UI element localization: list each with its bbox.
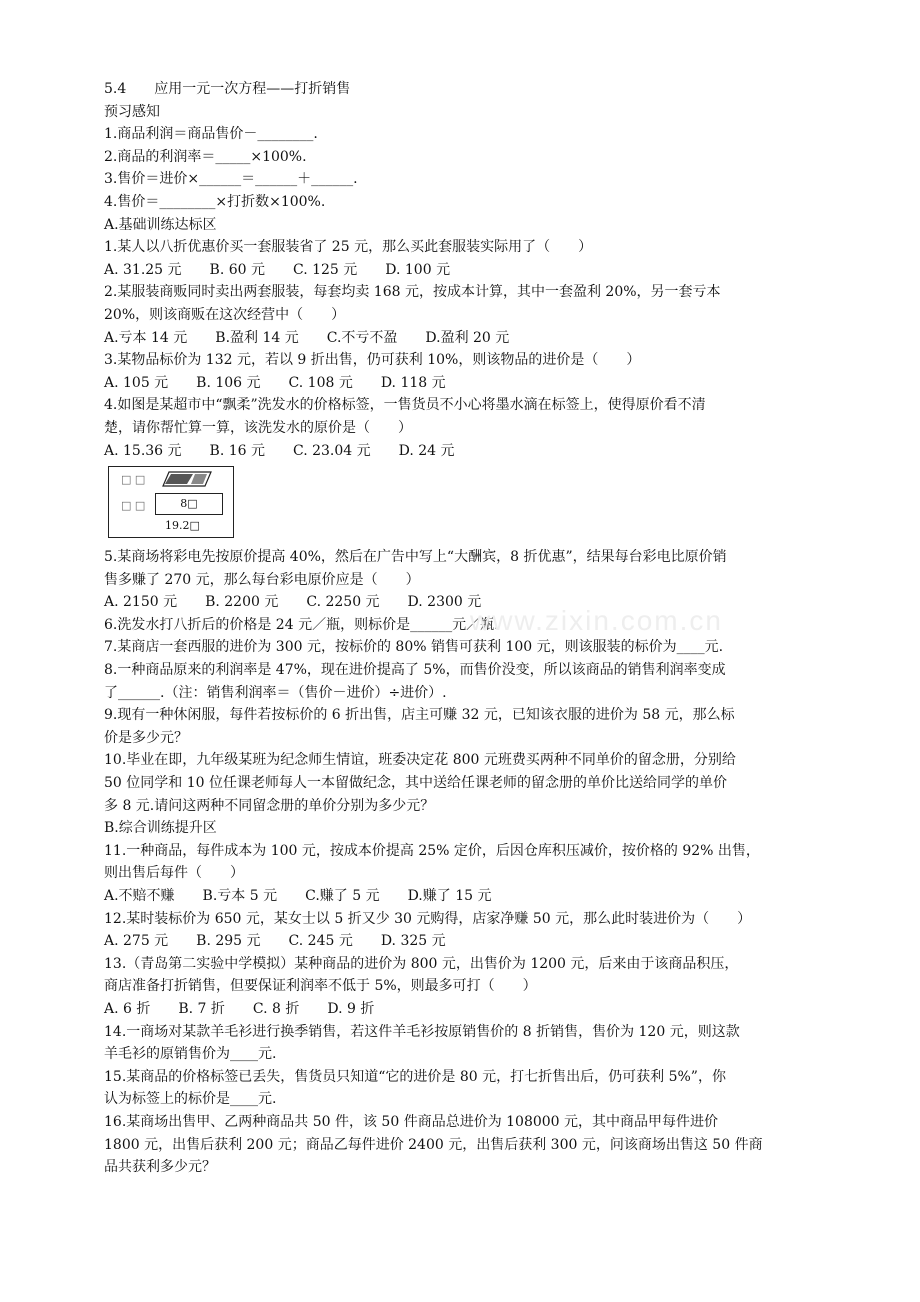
text-line: 楚，请你帮忙算一算，该洗发水的原价是（ ）	[104, 419, 412, 436]
text-line: 1800 元，出售后获利 200 元；商品乙每件进价 2400 元，出售后获利 300 元，问该商场出售这 50 件商	[104, 1136, 763, 1153]
text-line: 4.售价＝________×打折数×100%.	[104, 193, 326, 210]
price-tag-figure	[108, 466, 234, 538]
text-line: 10.毕业在即，九年级某班为纪念师生情谊，班委决定花 800 元班费买两种不同单价的留念册，分别给	[104, 752, 736, 769]
text-line: A. 6 折 B. 7 折 C. 8 折 D. 9 折	[104, 1000, 375, 1017]
text-line: 50 位同学和 10 位任课老师每人一本留做纪念，其中送给任课老师的留念册的单价比送给同学的单价	[104, 775, 727, 792]
price-tag-price: 19.2□	[165, 519, 200, 533]
section-preview-and-basics	[104, 78, 804, 462]
text-line: 14.一商场对某款羊毛衫进行换季销售，若这件羊毛衫按原销售价的 8 折销售，售价为 120 元，则这款	[104, 1023, 740, 1040]
text-line: 2.商品的利润率＝_____×100%.	[104, 148, 307, 165]
text-line: 3.售价＝进价×______＝______＋______.	[104, 171, 358, 188]
text-line: 1.商品利润＝商品售价－________.	[104, 126, 318, 143]
text-line: 4.如图是某超市中“飘柔”洗发水的价格标签，一售货员不小心将墨水滴在标签上，使得原价看不清	[104, 397, 706, 414]
text-line: 8.一种商品原来的利润率是 47%，现在进价提高了 5%，而售价没变，所以该商品的销售利润率变成	[104, 662, 726, 679]
text-line: A.不赔不赚 B.亏本 5 元 C.赚了 5 元 D.赚了 15 元	[104, 888, 492, 904]
text-line: A. 31.25 元 B. 60 元 C. 125 元 D. 100 元	[104, 261, 451, 278]
text-line: 售多赚了 270 元，那么每台彩电原价应是（ ）	[104, 571, 420, 588]
text-line: 认为标签上的标价是____元.	[104, 1091, 277, 1108]
price-tag-row2-label: □ □	[121, 499, 146, 513]
text-line: 3.某物品标价为 132 元，若以 9 折出售，仍可获利 10%，则该物品的进价是（ ）	[104, 352, 641, 369]
text-line: 15.某商品的价格标签已丢失，售货员只知道“它的进价是 80 元，打七折售出后，仍可获利 5%”，你	[104, 1068, 726, 1085]
text-line: 品共获利多少元？	[104, 1159, 216, 1176]
text-line: 13.（青岛第二实验中学模拟）某种商品的进价为 800 元，出售价为 1200 元，后来由于该商品积压，	[104, 955, 739, 972]
text-line: A. 105 元 B. 106 元 C. 108 元 D. 118 元	[104, 374, 446, 391]
price-tag-discount: 8□	[155, 493, 223, 515]
text-line: 预习感知	[104, 103, 160, 120]
watermark: www.zixin.com.cn	[470, 605, 723, 636]
text-line: 11.一种商品，每件成本为 100 元，按成本价提高 25% 定价，后因仓库积压减价，按价格的 92% 出售，	[104, 842, 760, 859]
text-line: 12.某时装标价为 650 元，某女士以 5 折又少 30 元购得，店家净赚 50 元，那么此时装进价为（ ）	[104, 910, 752, 927]
text-line: B.综合训练提升区	[104, 820, 217, 837]
text-line: 2.某服装商贩同时卖出两套服装，每套均卖 168 元，按成本计算，其中一套盈利 20%，另一套亏本	[104, 284, 721, 301]
text-line: A.基础训练达标区	[104, 216, 217, 233]
text-line: A. 15.36 元 B. 16 元 C. 23.04 元 D. 24 元	[104, 442, 455, 459]
text-line: A. 275 元 B. 295 元 C. 245 元 D. 325 元	[104, 933, 446, 950]
text-line: 1.某人以八折优惠价买一套服装省了 25 元，那么买此套服装实际用了（ ）	[104, 239, 593, 256]
text-line: 则出售后每件（ ）	[104, 865, 244, 882]
ink-blot-icon	[161, 471, 213, 487]
price-tag-row1-label: □ □	[121, 473, 146, 487]
text-line: 多 8 元.请问这两种不同留念册的单价分别为多少元？	[104, 797, 435, 814]
section-exercises	[104, 546, 804, 1179]
text-line: 价是多少元？	[104, 729, 188, 746]
text-line: 20%，则该商贩在这次经营中（ ）	[104, 306, 346, 323]
text-line: 16.某商场出售甲、乙两种商品共 50 件，该 50 件商品总进价为 108000 元，其中商品甲每件进价	[104, 1113, 719, 1130]
text-line: 了______.（注：销售利润率＝（售价－进价）÷进价）.	[104, 684, 447, 701]
text-line: A. 2150 元 B. 2200 元 C. 2250 元 D. 2300 元	[104, 594, 482, 611]
text-line: 5.4 应用一元一次方程——打折销售	[104, 81, 351, 97]
text-line: 6.洗发水打八折后的价格是 24 元／瓶，则标价是______元／瓶.	[104, 616, 499, 633]
text-line: 9.现有一种休闲服，每件若按标价的 6 折出售，店主可赚 32 元，已知该衣服的进价为 58 元，那么标	[104, 707, 735, 724]
text-line: 7.某商店一套西服的进价为 300 元，按标价的 80% 销售可获利 100 元，则该服装的标价为____元.	[104, 639, 724, 656]
text-line: A.亏本 14 元 B.盈利 14 元 C.不亏不盈 D.盈利 20 元	[104, 329, 510, 346]
text-line: 5.某商场将彩电先按原价提高 40%，然后在广告中写上“大酬宾，8 折优惠”，结果每台彩电比原价销	[104, 549, 727, 566]
text-line: 羊毛衫的原销售价为____元.	[104, 1046, 277, 1063]
text-line: 商店准备打折销售，但要保证利润率不低于 5%，则最多可打（ ）	[104, 978, 537, 995]
